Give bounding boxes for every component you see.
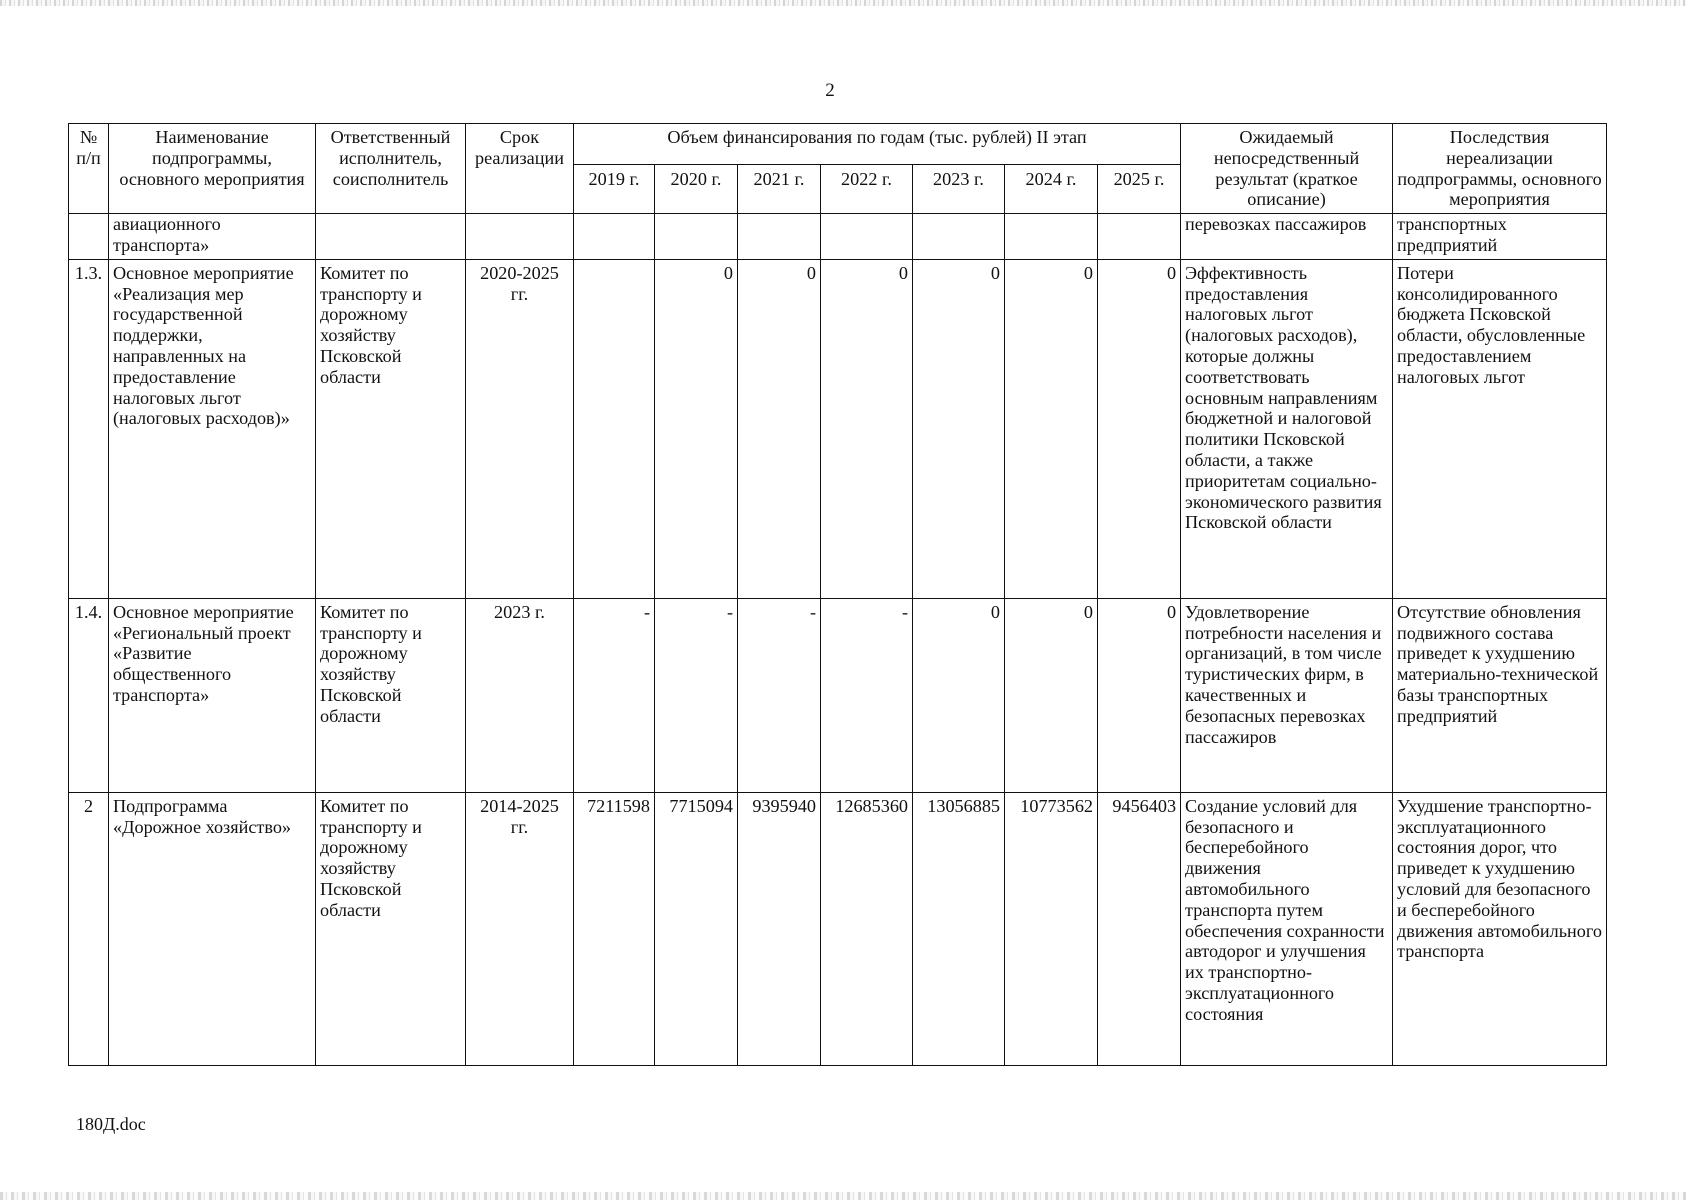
cell-value: 7211598 — [574, 792, 655, 1065]
cell-value: 7715094 — [655, 792, 738, 1065]
cell-consequences: транспортных предприятий — [1393, 214, 1607, 260]
program-table — [68, 123, 1607, 1066]
cell-value: 13056885 — [913, 792, 1005, 1065]
cell-value: - — [738, 598, 821, 792]
header-year: 2023 г. — [913, 164, 1005, 214]
cell-value: 0 — [913, 259, 1005, 598]
cell-value — [913, 214, 1005, 260]
scan-edge-bottom — [0, 1192, 1686, 1200]
cell-num: 2 — [69, 792, 109, 1065]
cell-name: Основное мероприятие «Региональный проект «Развитие общественного транспорта» — [109, 598, 316, 792]
cell-value: 0 — [821, 259, 913, 598]
cell-executor: Комитет по транспорту и дорожному хозяйству Псковской области — [316, 598, 466, 792]
header-year: 2022 г. — [821, 164, 913, 214]
cell-num: 1.4. — [69, 598, 109, 792]
cell-value: 0 — [913, 598, 1005, 792]
table-row — [69, 214, 1607, 260]
header-funding: Объем финансирования по годам (тыс. рублей) II этап — [574, 124, 1181, 165]
cell-value: - — [655, 598, 738, 792]
scan-edge-top — [0, 0, 1686, 6]
cell-consequences: Потери консолидированного бюджета Псковской области, обусловленные предоставлением налоговых льгот — [1393, 259, 1607, 598]
header-name: Наименование подпрограммы, основного мероприятия — [109, 124, 316, 214]
cell-value — [1005, 214, 1098, 260]
cell-num — [69, 214, 109, 260]
cell-term: 2023 г. — [466, 598, 574, 792]
header-consequences: Последствия нереализации подпрограммы, основного мероприятия — [1393, 124, 1607, 214]
cell-name: авиационного транспорта» — [109, 214, 316, 260]
cell-value — [574, 214, 655, 260]
header-result: Ожидаемый непосредственный результат (краткое описание) — [1181, 124, 1393, 214]
cell-value: 0 — [738, 259, 821, 598]
table-row — [69, 598, 1607, 792]
page-number: 2 — [825, 80, 835, 101]
header-num: № п/п — [69, 124, 109, 214]
cell-term: 2014-2025 гг. — [466, 792, 574, 1065]
cell-value: 0 — [1098, 598, 1181, 792]
header-year: 2020 г. — [655, 164, 738, 214]
cell-value — [821, 214, 913, 260]
cell-executor: Комитет по транспорту и дорожному хозяйству Псковской области — [316, 259, 466, 598]
cell-value: 12685360 — [821, 792, 913, 1065]
cell-value — [655, 214, 738, 260]
cell-executor — [316, 214, 466, 260]
header-year: 2024 г. — [1005, 164, 1098, 214]
cell-term: 2020-2025 гг. — [466, 259, 574, 598]
cell-num: 1.3. — [69, 259, 109, 598]
cell-value: 0 — [655, 259, 738, 598]
cell-result: Удовлетворение потребности населения и организаций, в том числе туристических фирм, в качественных и безопасных перевозках пассажиров — [1181, 598, 1393, 792]
cell-value — [738, 214, 821, 260]
cell-name: Основное мероприятие «Реализация мер государственной поддержки, направленных на предоставление налоговых льгот (налоговых расходов)» — [109, 259, 316, 598]
cell-value — [1098, 214, 1181, 260]
cell-value: 0 — [1098, 259, 1181, 598]
header-year: 2025 г. — [1098, 164, 1181, 214]
header-year: 2019 г. — [574, 164, 655, 214]
footer-filename: 180Д.doc — [76, 1114, 146, 1134]
header-executor: Ответственный исполнитель, соисполнитель — [316, 124, 466, 214]
cell-value: - — [574, 598, 655, 792]
cell-value: 10773562 — [1005, 792, 1098, 1065]
header-term: Срок реализации — [466, 124, 574, 214]
cell-consequences: Ухудшение транспортно-эксплуатационного состояния дорог, что приведет к ухудшению условий для безопасного и бесперебойного движения автомобильного транспорта — [1393, 792, 1607, 1065]
cell-result: Эффективность предоставления налоговых льгот (налоговых расходов), которые должны соответствовать основным направлениям бюджетной и налоговой политики Псковской области, а также приоритетам социально-экономического развития Псковской области — [1181, 259, 1393, 598]
table-row — [69, 792, 1607, 1065]
cell-result: Создание условий для безопасного и бесперебойного движения автомобильного транспорта путем обеспечения сохранности автодорог и улучшения их транспортно-эксплуатационного состояния — [1181, 792, 1393, 1065]
cell-consequences: Отсутствие обновления подвижного состава приведет к ухудшению материально-технической базы транспортных предприятий — [1393, 598, 1607, 792]
cell-value: 9395940 — [738, 792, 821, 1065]
cell-value: 9456403 — [1098, 792, 1181, 1065]
header-row — [69, 124, 1607, 165]
header-year: 2021 г. — [738, 164, 821, 214]
cell-value: 0 — [1005, 598, 1098, 792]
cell-value: 0 — [1005, 259, 1098, 598]
cell-name: Подпрограмма «Дорожное хозяйство» — [109, 792, 316, 1065]
cell-result: перевозках пассажиров — [1181, 214, 1393, 260]
table-row — [69, 259, 1607, 598]
cell-executor: Комитет по транспорту и дорожному хозяйству Псковской области — [316, 792, 466, 1065]
cell-value — [574, 259, 655, 598]
cell-term — [466, 214, 574, 260]
cell-value: - — [821, 598, 913, 792]
